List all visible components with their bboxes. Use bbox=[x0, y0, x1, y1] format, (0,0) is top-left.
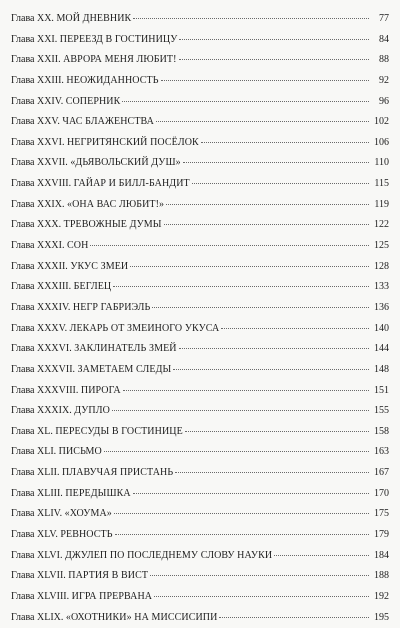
dot-leader bbox=[130, 266, 369, 267]
toc-entry bbox=[11, 339, 389, 360]
page-number: 167 bbox=[374, 467, 389, 479]
toc-entry-label bbox=[11, 566, 148, 587]
chapter-title: ЛЕКАРЬ ОТ ЗМЕИНОГО УКУСА bbox=[69, 322, 220, 334]
toc-entry-label bbox=[11, 236, 88, 257]
dot-leader bbox=[164, 224, 369, 225]
chapter-number: Глава XXVII. bbox=[11, 157, 68, 169]
page-number: 136 bbox=[374, 301, 389, 313]
chapter-number: Глава XXII. bbox=[11, 54, 61, 66]
toc-entry-label bbox=[11, 298, 150, 319]
chapter-number: Глава XLVII. bbox=[11, 570, 66, 582]
dot-leader bbox=[150, 575, 369, 576]
page-number: 77 bbox=[379, 13, 389, 24]
chapter-number: Глава XLVI. bbox=[11, 549, 63, 561]
toc-entry-label bbox=[11, 133, 199, 154]
toc-entry-label bbox=[11, 546, 272, 567]
toc-entry-label bbox=[11, 463, 173, 484]
page-number: 115 bbox=[374, 178, 389, 190]
page-number: 195 bbox=[374, 611, 389, 623]
toc-entry bbox=[11, 401, 389, 422]
toc-entry-label bbox=[11, 195, 164, 216]
chapter-title: «ОХОТНИКИ» НА МИССИСИПИ bbox=[65, 611, 218, 623]
toc-entry-label bbox=[11, 608, 217, 628]
dot-leader bbox=[175, 472, 369, 473]
dot-leader bbox=[183, 162, 369, 163]
toc-entry-label bbox=[11, 92, 120, 113]
page-number: 125 bbox=[374, 240, 389, 252]
toc-entry bbox=[11, 504, 389, 525]
dot-leader bbox=[173, 369, 369, 370]
chapter-number: Глава XXXVII. bbox=[11, 363, 76, 375]
toc-entry-label bbox=[11, 277, 111, 298]
chapter-number: Глава XXIII. bbox=[11, 74, 64, 86]
toc-entry bbox=[11, 112, 389, 133]
toc-entry bbox=[11, 92, 389, 113]
toc-entry-label bbox=[11, 504, 112, 525]
chapter-title: СОН bbox=[66, 240, 89, 252]
chapter-title: УКУС ЗМЕИ bbox=[70, 260, 129, 272]
chapter-number: Глава XXI. bbox=[11, 33, 58, 45]
toc-entry bbox=[11, 608, 389, 628]
toc-entry bbox=[11, 30, 389, 51]
page-number: 106 bbox=[374, 136, 389, 148]
toc-entry bbox=[11, 319, 389, 340]
page-number: 170 bbox=[374, 487, 389, 499]
toc-entry-label bbox=[11, 9, 131, 30]
toc-entry-label bbox=[11, 587, 152, 608]
page-number: 158 bbox=[374, 425, 389, 437]
page-number: 175 bbox=[374, 508, 389, 520]
page-number: 155 bbox=[374, 405, 389, 417]
chapter-title: ПЕРЕСУДЫ В ГОСТИНИЦЕ bbox=[55, 425, 183, 437]
dot-leader bbox=[122, 101, 369, 102]
toc-entry bbox=[11, 587, 389, 608]
chapter-number: Глава XX. bbox=[11, 13, 54, 24]
chapter-number: Глава XXIV. bbox=[11, 95, 64, 107]
dot-leader bbox=[179, 39, 369, 40]
toc-entry bbox=[11, 422, 389, 443]
page-number: 96 bbox=[379, 95, 389, 107]
toc-entry bbox=[11, 298, 389, 319]
dot-leader bbox=[185, 431, 369, 432]
dot-leader bbox=[113, 286, 369, 287]
page-number: 110 bbox=[374, 157, 389, 169]
chapter-title: ЗАМЕТАЕМ СЛЕДЫ bbox=[77, 363, 172, 375]
toc-entry-label bbox=[11, 442, 102, 463]
chapter-number: Глава XXXIV. bbox=[11, 301, 71, 313]
dot-leader bbox=[115, 534, 369, 535]
chapter-title: ТРЕВОЖНЫЕ ДУМЫ bbox=[63, 219, 162, 231]
page-number: 148 bbox=[374, 363, 389, 375]
chapter-title: ПЕРЕЕЗД В ГОСТИНИЦУ bbox=[59, 33, 178, 45]
chapter-number: Глава XLVIII. bbox=[11, 590, 70, 602]
dot-leader bbox=[112, 410, 369, 411]
page-number: 140 bbox=[374, 322, 389, 334]
page-number: 179 bbox=[374, 529, 389, 541]
page-number: 88 bbox=[379, 54, 389, 66]
page-number: 151 bbox=[374, 384, 389, 396]
chapter-title: АВРОРА МЕНЯ ЛЮБИТ! bbox=[63, 54, 177, 66]
toc-entry-label bbox=[11, 215, 162, 236]
toc-entry-label bbox=[11, 525, 113, 546]
toc-entry bbox=[11, 546, 389, 567]
page-number: 192 bbox=[374, 590, 389, 602]
toc-entry-label bbox=[11, 381, 121, 402]
toc-entry bbox=[11, 236, 389, 257]
chapter-number: Глава XXXI. bbox=[11, 240, 65, 252]
chapter-number: Глава XXVIII. bbox=[11, 178, 72, 190]
dot-leader bbox=[152, 307, 369, 308]
dot-leader bbox=[104, 451, 369, 452]
chapter-number: Глава XXXII. bbox=[11, 260, 68, 272]
toc-entry-label bbox=[11, 71, 159, 92]
toc-entry-label bbox=[11, 360, 171, 381]
toc-entry bbox=[11, 195, 389, 216]
dot-leader bbox=[274, 555, 369, 556]
chapter-number: Глава XL. bbox=[11, 425, 53, 437]
toc-entry bbox=[11, 9, 389, 30]
toc-entry-label bbox=[11, 50, 177, 71]
dot-leader bbox=[179, 348, 369, 349]
chapter-title: ДЖУЛЕП ПО ПОСЛЕДНЕМУ СЛОВУ НАУКИ bbox=[64, 549, 273, 561]
page-number: 184 bbox=[374, 549, 389, 561]
chapter-number: Глава XLV. bbox=[11, 529, 58, 541]
toc-entry bbox=[11, 50, 389, 71]
chapter-title: НЕГРИТЯНСКИЙ ПОСЁЛОК bbox=[66, 136, 199, 148]
chapter-number: Глава XXXIX. bbox=[11, 405, 72, 417]
dot-leader bbox=[114, 513, 369, 514]
dot-leader bbox=[219, 617, 369, 618]
chapter-title: «ДЬЯВОЛЬСКИЙ ДУШ» bbox=[70, 157, 181, 169]
chapter-title: ИГРА ПРЕРВАНА bbox=[71, 590, 153, 602]
page-number: 102 bbox=[374, 116, 389, 128]
chapter-number: Глава XLI. bbox=[11, 446, 57, 458]
chapter-title: ПИРОГА bbox=[80, 384, 121, 396]
toc-entry bbox=[11, 153, 389, 174]
chapter-number: Глава XXX. bbox=[11, 219, 62, 231]
chapter-title: БЕГЛЕЦ bbox=[73, 281, 112, 293]
page-number: 92 bbox=[379, 74, 389, 86]
page-number: 144 bbox=[374, 343, 389, 355]
toc-entry bbox=[11, 442, 389, 463]
page-number: 122 bbox=[374, 219, 389, 231]
table-of-contents bbox=[11, 9, 389, 628]
toc-entry-label bbox=[11, 484, 131, 505]
toc-entry-label bbox=[11, 401, 110, 422]
toc-entry bbox=[11, 360, 389, 381]
chapter-title: НЕОЖИДАННОСТЬ bbox=[66, 74, 159, 86]
chapter-title: МОЙ ДНЕВНИК bbox=[56, 13, 132, 24]
toc-entry bbox=[11, 133, 389, 154]
chapter-number: Глава XXXVIII. bbox=[11, 384, 79, 396]
chapter-title: ЧАС БЛАЖЕНСТВА bbox=[62, 116, 154, 128]
chapter-title: ГАЙАР И БИЛЛ-БАНДИТ bbox=[73, 178, 190, 190]
toc-entry-label bbox=[11, 30, 177, 51]
dot-leader bbox=[221, 328, 369, 329]
chapter-title: НЕГР ГАБРИЭЛЬ bbox=[72, 301, 151, 313]
chapter-title: ЗАКЛИНАТЕЛЬ ЗМЕЙ bbox=[74, 343, 177, 355]
dot-leader bbox=[179, 59, 369, 60]
toc-entry bbox=[11, 525, 389, 546]
toc-entry bbox=[11, 71, 389, 92]
chapter-number: Глава XLII. bbox=[11, 467, 60, 479]
dot-leader bbox=[201, 142, 369, 143]
dot-leader bbox=[166, 204, 369, 205]
toc-entry-label bbox=[11, 153, 181, 174]
chapter-number: Глава XXIX. bbox=[11, 198, 65, 210]
toc-entry bbox=[11, 174, 389, 195]
dot-leader bbox=[192, 183, 369, 184]
toc-entry-label bbox=[11, 339, 177, 360]
chapter-number: Глава XLIII. bbox=[11, 487, 63, 499]
chapter-title: ПИСЬМО bbox=[58, 446, 102, 458]
chapter-title: «ХОУМА» bbox=[64, 508, 112, 520]
chapter-number: Глава XXXIII. bbox=[11, 281, 72, 293]
dot-leader bbox=[156, 121, 369, 122]
chapter-title: ДУПЛО bbox=[74, 405, 110, 417]
dot-leader bbox=[161, 80, 369, 81]
toc-entry bbox=[11, 484, 389, 505]
chapter-title: СОПЕРНИК bbox=[65, 95, 121, 107]
toc-entry bbox=[11, 463, 389, 484]
toc-entry bbox=[11, 257, 389, 278]
page-number: 188 bbox=[374, 570, 389, 582]
page-number: 163 bbox=[374, 446, 389, 458]
chapter-number: Глава XLIV. bbox=[11, 508, 63, 520]
toc-entry bbox=[11, 215, 389, 236]
page-number: 84 bbox=[379, 33, 389, 45]
page-number: 128 bbox=[374, 260, 389, 272]
toc-entry-label bbox=[11, 422, 183, 443]
chapter-title: РЕВНОСТЬ bbox=[60, 529, 113, 541]
chapter-number: Глава XLIX. bbox=[11, 611, 64, 623]
dot-leader bbox=[133, 493, 369, 494]
toc-entry bbox=[11, 381, 389, 402]
toc-entry-label bbox=[11, 257, 128, 278]
toc-entry-label bbox=[11, 319, 219, 340]
toc-entry-label bbox=[11, 112, 154, 133]
toc-entry bbox=[11, 566, 389, 587]
dot-leader bbox=[90, 245, 369, 246]
chapter-title: ПЛАВУЧАЯ ПРИСТАНЬ bbox=[61, 467, 174, 479]
chapter-number: Глава XXVI. bbox=[11, 136, 65, 148]
toc-entry-label bbox=[11, 174, 190, 195]
dot-leader bbox=[154, 596, 369, 597]
page-number: 119 bbox=[374, 198, 389, 210]
chapter-title: ПАРТИЯ В ВИСТ bbox=[68, 570, 149, 582]
chapter-number: Глава XXV. bbox=[11, 116, 60, 128]
chapter-number: Глава XXXVI. bbox=[11, 343, 72, 355]
chapter-number: Глава XXXV. bbox=[11, 322, 68, 334]
chapter-title: ПЕРЕДЫШКА bbox=[65, 487, 131, 499]
dot-leader bbox=[133, 18, 369, 19]
toc-entry bbox=[11, 277, 389, 298]
page-number: 133 bbox=[374, 281, 389, 293]
dot-leader bbox=[123, 390, 369, 391]
chapter-title: «ОНА ВАС ЛЮБИТ!» bbox=[66, 198, 165, 210]
